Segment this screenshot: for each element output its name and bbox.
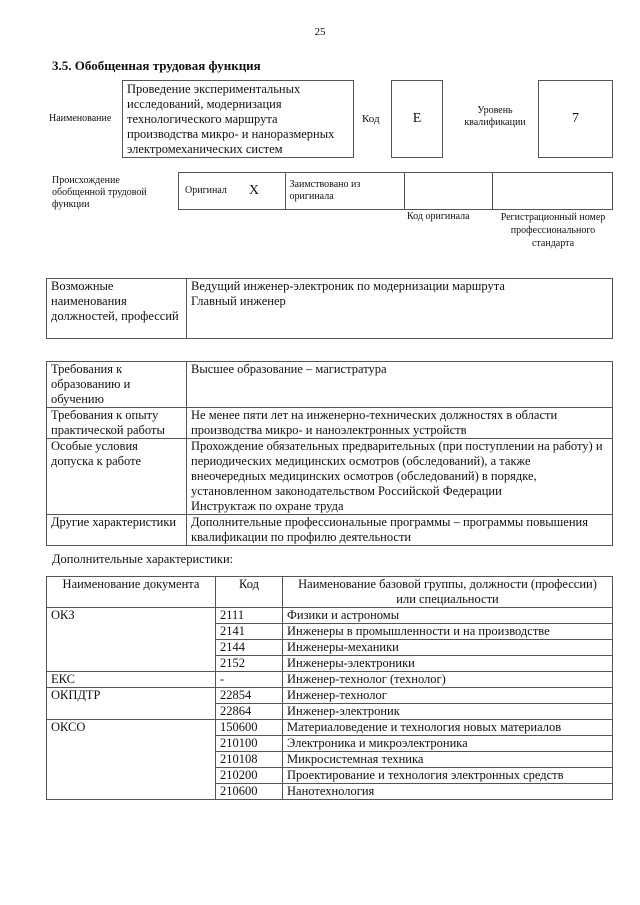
code-cell: 2141: [216, 624, 283, 640]
code-cell: 2152: [216, 656, 283, 672]
table-row: [47, 720, 613, 736]
reg-number-caption: Регистрационный номер профессионального стандарта: [500, 212, 606, 249]
req-value-line: Инструктаж по охране труда: [191, 499, 344, 513]
req-value: Дополнительные профессиональные программы – программы повышения квалификации по профилю деятельности: [187, 515, 613, 546]
doc-cell: ОКЗ: [47, 608, 216, 672]
code-cell: 210600: [216, 784, 283, 800]
section-title: 3.5. Обобщенная трудовая функция: [52, 58, 261, 73]
name-label: Наименование: [49, 113, 112, 124]
name-cell: Инженер-электроник: [283, 704, 613, 720]
col-header-document: Наименование документа: [47, 577, 216, 608]
req-label: Другие характеристики: [47, 515, 187, 546]
code-value-box: E: [391, 80, 443, 158]
reg-number-cell: [493, 173, 612, 209]
borrowed-label: Заимствовано из оригинала: [286, 173, 405, 209]
origin-label: Происхождение обобщенной трудовой функции: [52, 175, 147, 210]
origin-row: [178, 172, 613, 210]
extra-characteristics-title: Дополнительные характеристики:: [52, 552, 234, 566]
req-label: Требования к опыту практической работы: [47, 408, 187, 439]
req-value: Не менее пяти лет на инженерно-технических должностях в области производства микро- и наноэлектронных устройств: [187, 408, 613, 439]
table-row: [47, 688, 613, 704]
code-cell: 210108: [216, 752, 283, 768]
code-cell: 2111: [216, 608, 283, 624]
req-label: Требования к образованию и обучению: [47, 362, 187, 408]
req-value: [187, 439, 613, 515]
original-mark: X: [248, 183, 260, 198]
positions-values: [187, 279, 613, 339]
code-cell: 150600: [216, 720, 283, 736]
name-cell: Физики и астрономы: [283, 608, 613, 624]
req-value: Высшее образование – магистратура: [187, 362, 613, 408]
name-cell: Инженер-технолог (технолог): [283, 672, 613, 688]
name-cell: Материаловедение и технология новых материалов: [283, 720, 613, 736]
positions-table: [46, 278, 613, 339]
name-cell: Инженеры в промышленности и на производстве: [283, 624, 613, 640]
qualification-level-box: 7: [538, 80, 613, 158]
position-item: Главный инженер: [191, 294, 286, 308]
doc-cell: ЕКС: [47, 672, 216, 688]
original-code-cell: [405, 173, 493, 209]
code-cell: 210200: [216, 768, 283, 784]
doc-cell: ОКСО: [47, 720, 216, 800]
name-cell: Микросистемная техника: [283, 752, 613, 768]
original-code-caption: Код оригинала: [407, 211, 470, 222]
table-row: [47, 608, 613, 624]
req-value-line: Прохождение обязательных предварительных (при поступлении на работу) и периодических медицинских осмотров (обследований), а также внеочередных медицинских осмотров (обследований) в порядке, установленном законодательством Российской Федерации: [191, 439, 603, 498]
code-cell: -: [216, 672, 283, 688]
code-cell: 2144: [216, 640, 283, 656]
extra-characteristics-table: [46, 576, 613, 800]
original-label: Оригинал: [185, 185, 227, 196]
positions-label: Возможные наименования должностей, профессий: [47, 279, 187, 339]
name-cell: Инженеры-механики: [283, 640, 613, 656]
code-label: Код: [362, 113, 380, 125]
req-label: Особые условия допуска к работе: [47, 439, 187, 515]
col-header-code: Код: [216, 577, 283, 608]
qualification-level-label: Уровень квалификации: [464, 105, 526, 128]
table-row: [47, 672, 613, 688]
doc-cell: ОКПДТР: [47, 688, 216, 720]
position-item: Ведущий инженер-электроник по модернизации маршрута: [191, 279, 505, 293]
col-header-name: Наименование базовой группы, должности (профессии) или специальности: [283, 577, 613, 608]
name-cell: Проектирование и технология электронных средств: [283, 768, 613, 784]
name-cell: Инженеры-электроники: [283, 656, 613, 672]
requirements-table: [46, 361, 613, 546]
code-cell: 210100: [216, 736, 283, 752]
origin-original-cell: [179, 173, 286, 209]
name-cell: Электроника и микроэлектроника: [283, 736, 613, 752]
function-name-box: Проведение экспериментальных исследований, модернизация технологического маршрута производства микро- и наноразмерных электромеханических систем: [122, 80, 354, 158]
page-number: 25: [314, 26, 326, 38]
code-cell: 22864: [216, 704, 283, 720]
name-cell: Нанотехнология: [283, 784, 613, 800]
code-cell: 22854: [216, 688, 283, 704]
name-cell: Инженер-технолог: [283, 688, 613, 704]
